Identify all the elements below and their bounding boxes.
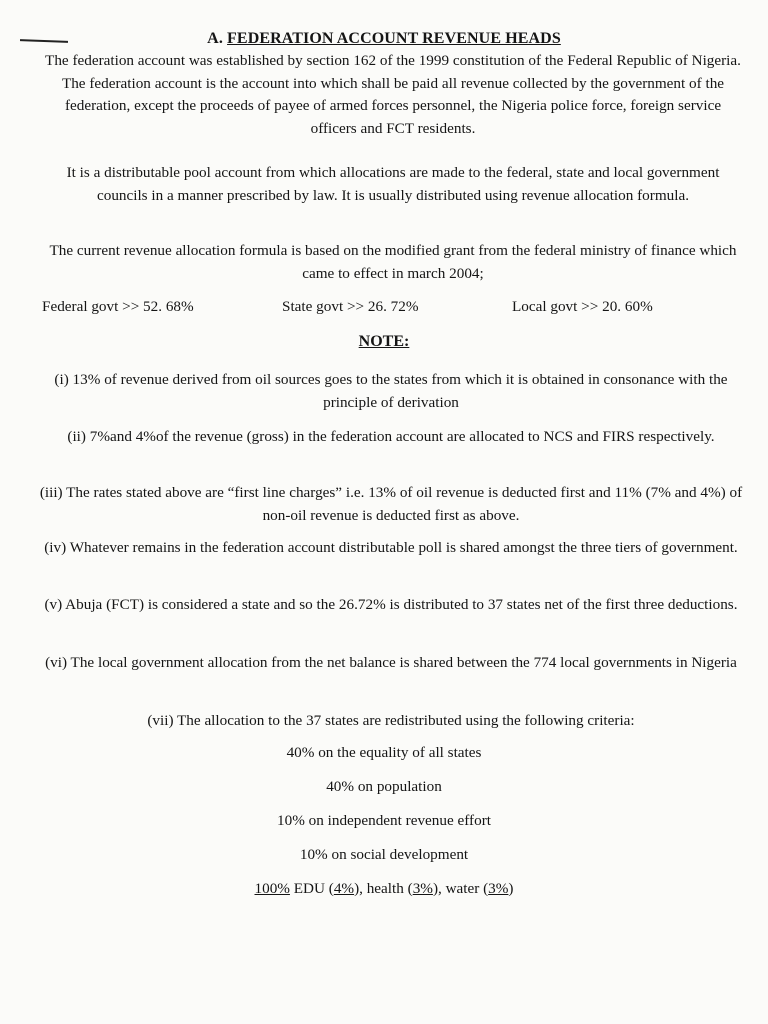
note-item: (iv) Whatever remains in the federation account distributable poll is shared amongst the three tiers of government. (44, 539, 738, 556)
criteria-item: 40% on population (326, 778, 442, 795)
paragraph-allocation-formula: The current revenue allocation formula is based on the modified grant from the federal ministry of finance which came to effect in march 2004; (49, 242, 737, 282)
local-share: Local govt >> 20. 60% (512, 298, 653, 315)
water-percent: 3% (488, 880, 509, 897)
section-title (0, 30, 768, 48)
note-item: (vii) The allocation to the 37 states are redistributed using the following criteria: (147, 712, 635, 729)
paragraph-federation-account: The federation account was established by section 162 of the 1999 constitution of the Federal Republic of Nigeria. The federation account is the account into which shall be paid all revenue collected by the government of the federation, except the proceeds of payee of armed forces personnel, the Nigeria police force, foreign service officers and FCT residents. (45, 52, 741, 137)
edu-label: EDU ( (293, 880, 334, 897)
health-percent: 3% (412, 880, 433, 897)
note-item: (i) 13% of revenue derived from oil sources goes to the states from which it is obtained in consonance with the principle of derivation (54, 371, 728, 411)
note-item: (v) Abuja (FCT) is considered a state and so the 26.72% is distributed to 37 states net of the first three deductions. (44, 596, 738, 613)
section-prefix: A. (207, 30, 223, 47)
paragraph-distributable-pool: It is a distributable pool account from which allocations are made to the federal, state and local government councils in a manner prescribed by law. It is usually distributed using revenue allocation formula. (66, 164, 720, 204)
note-item: (vi) The local government allocation from the net balance is shared between the 774 local governments in Nigeria (45, 654, 737, 671)
criteria-item: 10% on social development (299, 846, 469, 863)
note-item: (ii) 7%and 4%of the revenue (gross) in the federation account are allocated to NCS and FIRS respectively. (67, 428, 715, 445)
edu-percent: 4% (333, 880, 355, 897)
note-heading: NOTE: (358, 333, 410, 350)
criteria-total-line (0, 880, 768, 898)
criteria-item: 40% on the equality of all states (286, 744, 482, 761)
state-share: State govt >> 26. 72% (282, 298, 419, 315)
federal-share: Federal govt >> 52. 68% (42, 298, 194, 315)
water-label: ), water ( (432, 880, 489, 897)
criteria-item: 10% on independent revenue effort (277, 812, 491, 829)
section-heading: FEDERATION ACCOUNT REVENUE HEADS (227, 30, 561, 47)
note-item: (iii) The rates stated above are “first line charges” i.e. 13% of oil revenue is deducted first and 11% (7% and 4%) of non-oil revenue is deducted first as above. (39, 484, 743, 524)
health-label: ), health ( (354, 880, 413, 897)
closing-paren: ) (508, 880, 514, 897)
total-percent: 100% (254, 880, 290, 897)
